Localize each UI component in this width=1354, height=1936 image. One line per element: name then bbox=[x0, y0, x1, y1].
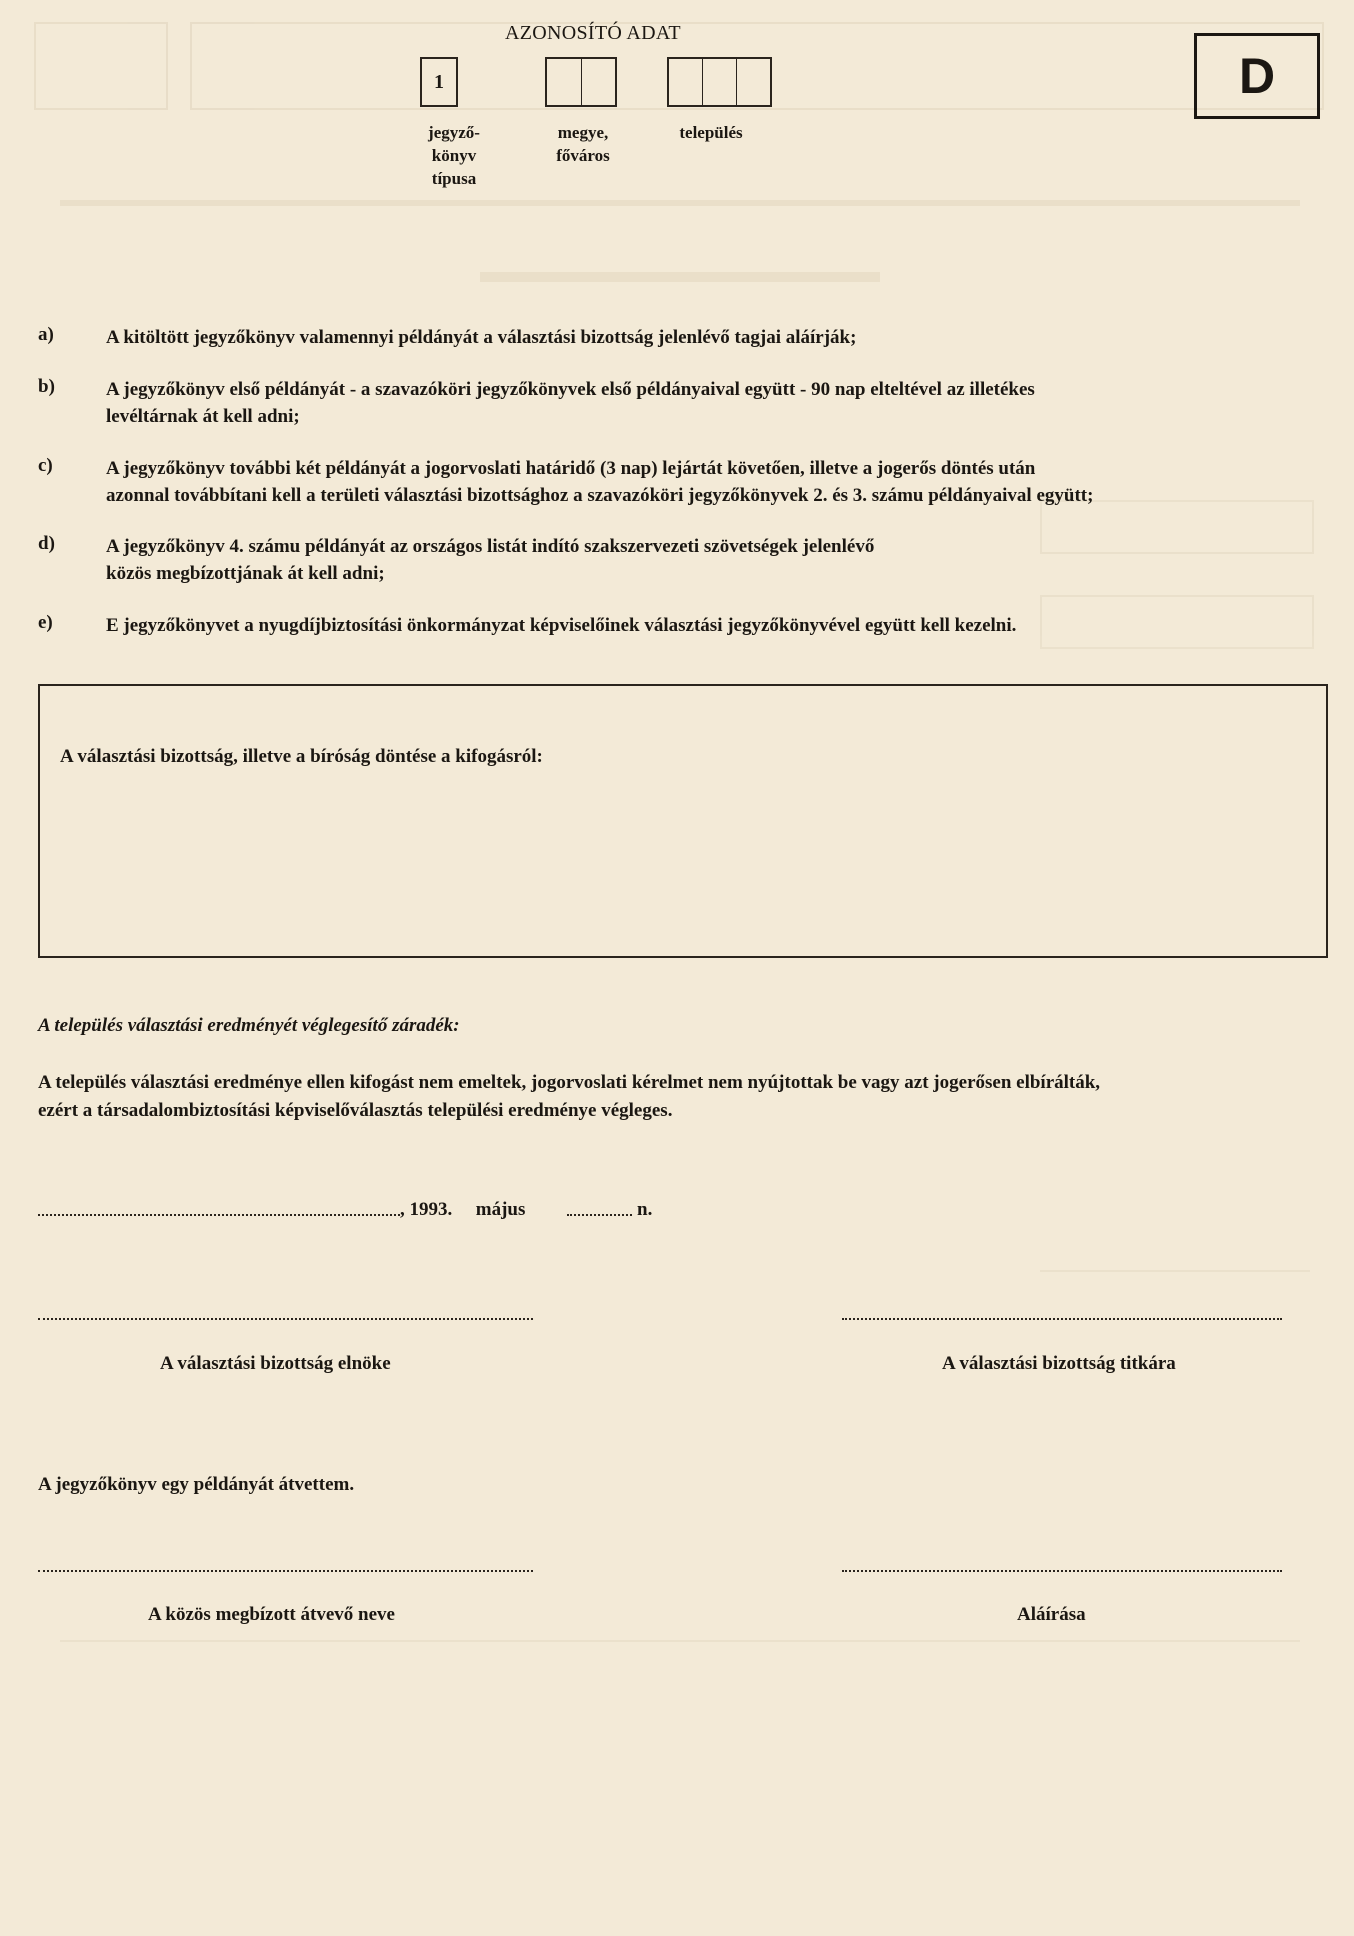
instruction-text: E jegyzőkönyvet a nyugdíjbiztosítási önkormányzat képviselőinek választási jegyzőkönyvével együtt kell kezelni. bbox=[106, 615, 1017, 636]
instruction-letter: e) bbox=[38, 612, 53, 633]
receiver-signature-line[interactable] bbox=[842, 1570, 1282, 1572]
chair-label: A választási bizottság elnöke bbox=[160, 1353, 391, 1374]
secretary-label: A választási bizottság titkára bbox=[942, 1353, 1176, 1374]
protocol-type-caption: jegyző- könyv típusa bbox=[428, 123, 480, 188]
date-line bbox=[400, 1199, 525, 1221]
day-field[interactable] bbox=[567, 1214, 632, 1216]
secretary-signature-line[interactable] bbox=[842, 1318, 1282, 1320]
instruction-text: A jegyzőkönyv első példányát - a szavazóköri jegyzőkönyvek első példányaival együtt - 90 nap elteltével az illetékes levéltárnak át kell adni; bbox=[106, 379, 1035, 427]
county-code-box bbox=[545, 57, 617, 107]
clause-text: A település választási eredménye ellen kifogást nem emeltek, jogorvoslati kérelmet nem nyújtottak be vagy azt jogerősen elbírálták, ezért a társadalombiztosítási képviselőválasztás települési eredménye végleges. bbox=[38, 1072, 1101, 1121]
instruction-letter: c) bbox=[38, 455, 53, 476]
received-statement: A jegyzőkönyv egy példányát átvettem. bbox=[38, 1474, 355, 1495]
instruction-letter: b) bbox=[38, 376, 55, 397]
identifier-title: AZONOSÍTÓ ADAT bbox=[505, 22, 681, 44]
chair-signature-line[interactable] bbox=[38, 1318, 533, 1320]
form-letter-badge: D bbox=[1194, 33, 1320, 119]
receiver-name-line[interactable] bbox=[38, 1570, 533, 1572]
date-month: május bbox=[475, 1199, 526, 1220]
instruction-text: A jegyzőkönyv további két példányát a jogorvoslati határidő (3 nap) lejártát követően, illetve a jogerős döntés után azonnal továbbítani kell a területi választási bizottsághoz a szavazóköri jegyzőkönyvek 2. és 3. számu példányaival együtt; bbox=[106, 458, 1094, 506]
date-year: , 1993. bbox=[400, 1199, 453, 1220]
protocol-type-value: 1 bbox=[434, 70, 444, 93]
instruction-letter: d) bbox=[38, 533, 55, 554]
objection-decision-box[interactable] bbox=[38, 684, 1328, 958]
clause-title: A település választási eredményét véglegesítő záradék: bbox=[38, 1015, 460, 1036]
instruction-text: A jegyzőkönyv 4. számu példányát az országos listát indító szakszervezeti szövetségek jelenlévő közös megbízottjának át kell adni; bbox=[106, 536, 875, 584]
receiver-name-label: A közös megbízott átvevő neve bbox=[148, 1604, 395, 1625]
instruction-letter: a) bbox=[38, 324, 54, 345]
county-caption: megye, főváros bbox=[556, 123, 610, 165]
settlement-caption: település bbox=[679, 123, 743, 142]
instruction-text: A kitöltött jegyzőkönyv valamennyi példányát a választási bizottság jelenlévő tagjai aláírják; bbox=[106, 327, 857, 348]
date-suffix: n. bbox=[637, 1199, 653, 1220]
objection-decision-label: A választási bizottság, illetve a bíróság döntése a kifogásról: bbox=[60, 746, 543, 767]
protocol-type-box bbox=[420, 57, 458, 107]
receiver-signature-label: Aláírása bbox=[1017, 1604, 1086, 1625]
settlement-code-box bbox=[667, 57, 772, 107]
place-field[interactable] bbox=[38, 1214, 400, 1216]
